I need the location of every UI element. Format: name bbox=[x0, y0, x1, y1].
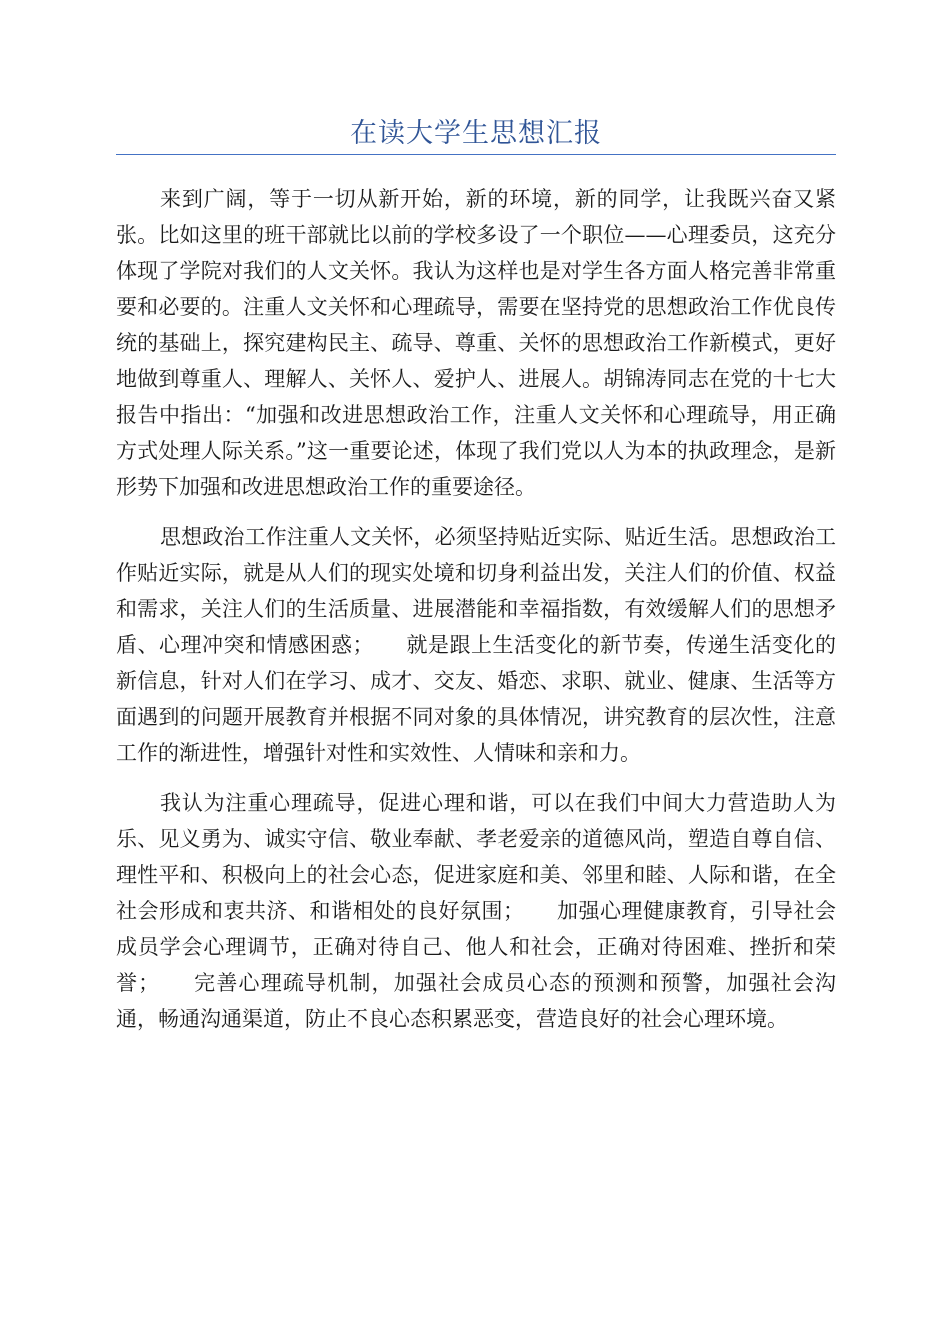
paragraph-2: 思想政治工作注重人文关怀，必须坚持贴近实际、贴近生活。思想政治工作贴近实际，就是从人们的现实处境和切身利益出发，关注人们的价值、权益和需求，关注人们的生活质量、进展潜能和幸福指数，有效缓解人们的思想矛盾、心理冲突和情感困惑； 就是跟上生活变化的新节奏，传递生活变化的新信息，针对人们在学习、成才、交友、婚恋、求职、就业、健康、生活等方面遇到的问题开展教育并根据不同对象的具体情况，讲究教育的层次性，注意工作的渐进性，增强针对性和实效性、人情味和亲和力。 bbox=[116, 525, 836, 765]
document-body bbox=[116, 181, 836, 1037]
paragraph-3: 我认为注重心理疏导，促进心理和谐，可以在我们中间大力营造助人为乐、见义勇为、诚实守信、敬业奉献、孝老爱亲的道德风尚，塑造自尊自信、理性平和、积极向上的社会心态，促进家庭和美、邻里和睦、人际和谐，在全社会形成和衷共济、和谐相处的良好氛围； 加强心理健康教育，引导社会成员学会心理调节，正确对待自己、他人和社会，正确对待困难、挫折和荣誉； 完善心理疏导机制，加强社会成员心态的预测和预警，加强社会沟通，畅通沟通渠道，防止不良心态积累恶变，营造良好的社会心理环境。 bbox=[116, 791, 836, 1031]
document-title: 在读大学生思想汇报 bbox=[350, 118, 602, 149]
title-underline bbox=[116, 154, 836, 155]
document-page bbox=[116, 0, 836, 1051]
paragraph-1: 来到广阔，等于一切从新开始，新的环境，新的同学，让我既兴奋又紧张。比如这里的班干部就比以前的学校多设了一个职位——心理委员，这充分体现了学院对我们的人文关怀。我认为这样也是对学生各方面人格完善非常重要和必要的。注重人文关怀和心理疏导，需要在坚持党的思想政治工作优良传统的基础上，探究建构民主、疏导、尊重、关怀的思想政治工作新模式，更好地做到尊重人、理解人、关怀人、爱护人、进展人。胡锦涛同志在党的十七大报告中指出：“加强和改进思想政治工作，注重人文关怀和心理疏导，用正确方式处理人际关系。”这一重要论述，体现了我们党以人为本的执政理念，是新形势下加强和改进思想政治工作的重要途径。 bbox=[116, 187, 836, 499]
